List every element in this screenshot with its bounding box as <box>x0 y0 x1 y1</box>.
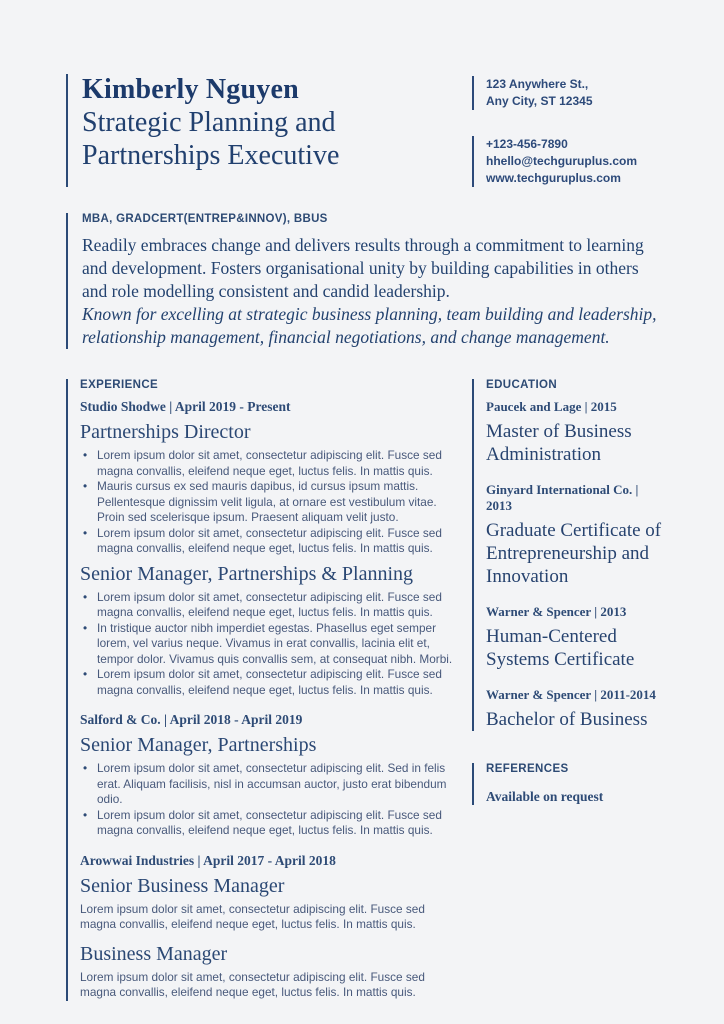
contact-address <box>472 76 662 110</box>
school-line: Ginyard International Co. | 2013 <box>486 482 639 513</box>
bullet-item: • Lorem ipsum dolor sit amet, consectetur adipiscing elit. Fusce sed magna convallis, eleifend neque eget, luctus felis. In mattis quis. <box>80 448 464 479</box>
job-title-line-1: Strategic Planning and <box>82 107 336 138</box>
bullet-item: • In tristique auctor nibh imperdiet egestas. Phasellus eget semper lorem, vel varius neque. Vivamus in erat convallis, lacinia elit et, tempor dolor. Vivamus quis convallis sem, at consequat nibh. Morbi. <box>80 621 464 668</box>
education-heading: EDUCATION <box>486 379 558 391</box>
address-line-2: Any City, ST 12345 <box>486 94 593 108</box>
references-heading: REFERENCES <box>486 763 569 775</box>
role-title: Senior Manager, Partnerships <box>80 734 317 756</box>
company-line: Salford & Co. | April 2018 - April 2019 <box>80 712 303 727</box>
role-bullets <box>80 590 464 699</box>
references-section <box>472 763 662 805</box>
school-line: Paucek and Lage | 2015 <box>486 399 617 414</box>
contact-details <box>472 136 662 187</box>
experience-heading: EXPERIENCE <box>80 379 159 391</box>
degree-title: Human-Centered Systems Certificate <box>486 626 635 670</box>
role-description: Lorem ipsum dolor sit amet, consectetur adipiscing elit. Fusce sed magna convallis, eleifend neque eget, luctus felis. In mattis quis. <box>80 901 425 931</box>
role-description: Lorem ipsum dolor sit amet, consectetur adipiscing elit. Fusce sed magna convallis, eleifend neque eget, luctus felis. In mattis quis. <box>80 969 425 999</box>
role-title: Senior Manager, Partnerships & Planning <box>80 562 414 585</box>
right-column <box>472 379 662 1001</box>
job-title-line-2: Partnerships Executive <box>82 140 340 171</box>
education-section <box>472 379 662 731</box>
summary-section <box>66 213 662 349</box>
phone-number: +123-456-7890 <box>486 137 568 151</box>
role-title: Senior Business Manager <box>80 874 285 897</box>
bullet-item: • Lorem ipsum dolor sit amet, consectetur adipiscing elit. Fusce sed magna convallis, eleifend neque eget, luctus felis. In mattis quis. <box>80 590 464 621</box>
degree-title: Bachelor of Business <box>486 709 648 730</box>
bullet-item: • Mauris cursus ex sed mauris dapibus, id cursus ipsum mattis. Pellentesque dignissim velit ligula, at ornare est vestibulum vitae. Proin sed scelerisque ipsum. Praesent aliquam velit justo. <box>80 479 464 526</box>
name-block <box>66 74 339 187</box>
degree-title: Master of Business Administration <box>486 421 632 465</box>
role-bullets <box>80 761 464 839</box>
bullet-item: • Lorem ipsum dolor sit amet, consectetur adipiscing elit. Sed in felis erat. Aliquam facilisis, nisl in accumsan auctor, justo erat bibendum odio. <box>80 761 464 808</box>
person-name: Kimberly Nguyen <box>82 74 299 105</box>
references-note: Available on request <box>486 789 604 804</box>
bullet-item: • Lorem ipsum dolor sit amet, consectetur adipiscing elit. Fusce sed magna convallis, eleifend neque eget, luctus felis. In mattis quis. <box>80 667 464 698</box>
website-url: www.techguruplus.com <box>486 171 621 185</box>
contact-info <box>472 74 662 187</box>
bullet-item: • Lorem ipsum dolor sit amet, consectetur adipiscing elit. Fusce sed magna convallis, eleifend neque eget, luctus felis. In mattis quis. <box>80 808 464 839</box>
experience-section <box>66 379 464 1001</box>
company-line: Arowwai Industries | April 2017 - April 2018 <box>80 852 336 868</box>
bullet-item: • Lorem ipsum dolor sit amet, consectetur adipiscing elit. Fusce sed magna convallis, eleifend neque eget, luctus felis. In mattis quis. <box>80 526 464 557</box>
summary-highlight: Known for excelling at strategic business planning, team building and leadership, relationship management, financial negotiations, and change management. <box>82 304 657 347</box>
degree-title: Graduate Certificate of Entrepreneurship and Innovation <box>486 520 662 587</box>
school-line: Warner & Spencer | 2011-2014 <box>486 687 656 702</box>
role-title: Business Manager <box>80 942 228 965</box>
header <box>0 0 724 187</box>
email-address: hhello@techguruplus.com <box>486 154 638 168</box>
role-title: Partnerships Director <box>80 421 251 443</box>
role-bullets <box>80 448 464 557</box>
address-line-1: 123 Anywhere St., <box>486 77 589 91</box>
company-line: Studio Shodwe | April 2019 - Present <box>80 399 291 414</box>
credentials: MBA, GRADCERT(ENTREP&INNOV), BBUS <box>82 213 328 225</box>
body-columns <box>66 379 662 1001</box>
summary-paragraph: Readily embraces change and delivers results through a commitment to learning and development. Fosters organisational unity by building capabilities in others and role modelling consistent and candid leadership. <box>82 235 644 301</box>
school-line: Warner & Spencer | 2013 <box>486 604 627 619</box>
